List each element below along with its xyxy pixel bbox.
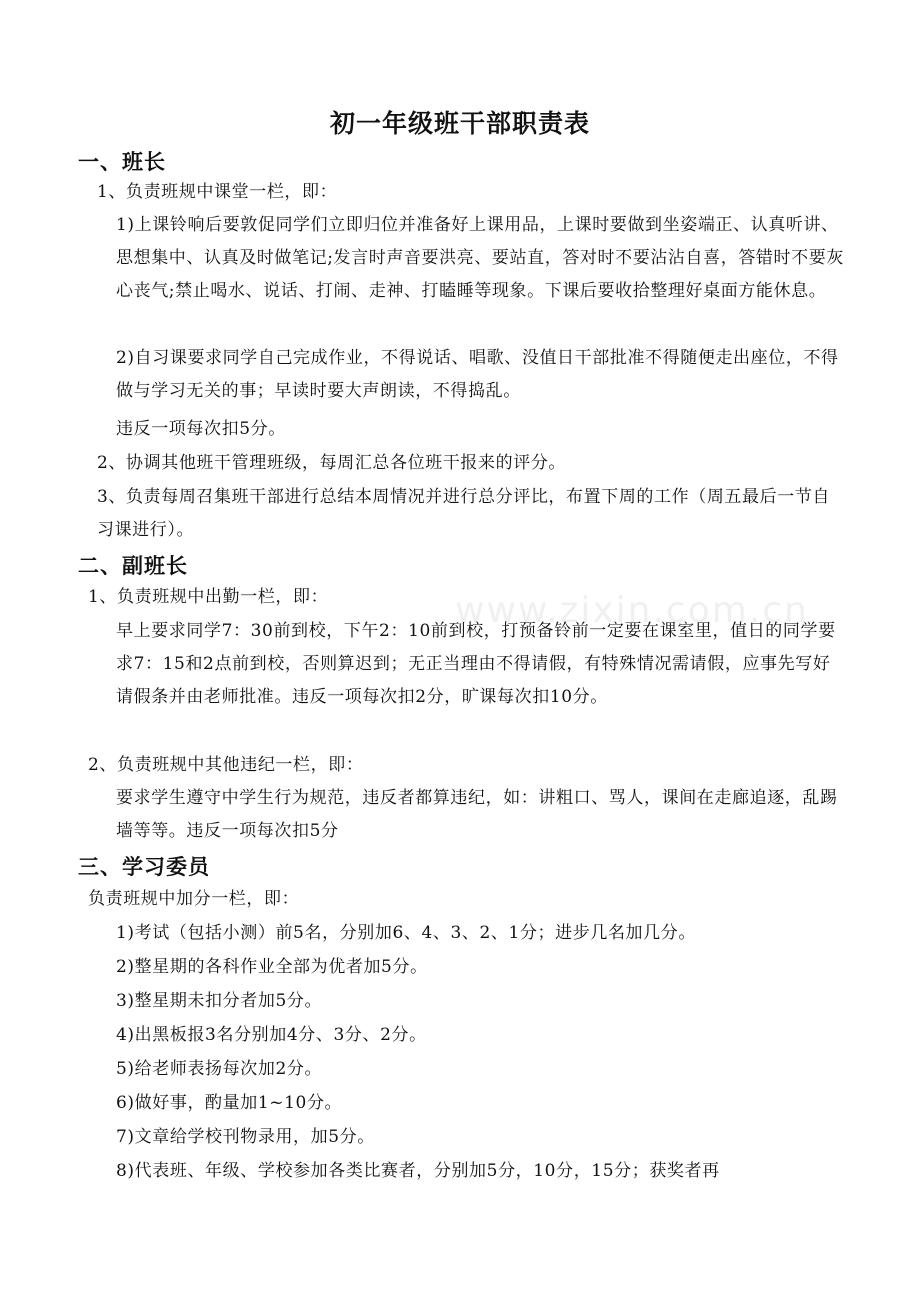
paragraph-3-item-6: 6)做好事，酌量加1~10分。 (116, 1093, 343, 1113)
section-heading-class-monitor: 一、班长 (78, 150, 166, 174)
paragraph-3-item-8: 8)代表班、年级、学校参加各类比赛者，分别加5分，10分，15分；获奖者再 (116, 1161, 720, 1181)
watermark: www.zixin.com.cn (455, 590, 809, 631)
paragraph-1-1-1: 1)上课铃响后要敦促同学们立即归位并准备好上课用品，上课时要做到坐姿端正、认真听讲、思想集中、认真及时做笔记;发言时声音要洪亮、要站直，答对时不要沾沾自喜，答错时不要灰心丧气;禁止喝水、说话、打闹、走神、打瞌睡等现象。下课后要收拾整理好桌面方能休息。 (116, 215, 844, 301)
paragraph-3-item-3: 3)整星期未扣分者加5分。 (116, 991, 323, 1011)
paragraph-1-penalty: 违反一项每次扣5分。 (116, 419, 286, 439)
paragraph-1-1: 1、负责班规中课堂一栏，即： (97, 182, 338, 202)
paragraph-3-item-1: 1)考试（包括小测）前5名，分别加6、4、3、2、1分；进步几名加几分。 (116, 923, 696, 943)
paragraph-2-1: 1、负责班规中出勤一栏，即： (88, 587, 329, 607)
paragraph-2-1-body: 早上要求同学7：30前到校，下午2：10前到校，打预备铃前一定要在课室里，值日的同学要求7：15和2点前到校，否则算迟到；无正当理由不得请假，有特殊情况需请假，应事先写好请假条并由老师批准。违反一项每次扣2分，旷课每次扣10分。 (116, 621, 836, 707)
page-title: 初一年级班干部职责表 (329, 109, 590, 138)
paragraph-3-item-7: 7)文章给学校刊物录用，加5分。 (116, 1127, 375, 1147)
paragraph-1-1-2: 2)自习课要求同学自己完成作业，不得说话、唱歌、没值日干部批准不得随便走出座位，不得做与学习无关的事；早读时要大声朗读，不得捣乱。 (116, 348, 839, 401)
paragraph-3-item-2: 2)整星期的各科作业全部为优者加5分。 (116, 957, 428, 977)
paragraph-3-item-5: 5)给老师表扬每次加2分。 (116, 1059, 323, 1079)
paragraph-1-3: 3、负责每周召集班干部进行总结本周情况并进行总分评比，布置下周的工作（周五最后一节自习课进行）。 (97, 487, 831, 540)
paragraph-2-2: 2、负责班规中其他违纪一栏，即： (88, 755, 364, 775)
section-heading-vice-monitor: 二、副班长 (78, 554, 188, 578)
section-heading-study-commissioner: 三、学习委员 (78, 855, 210, 879)
paragraph-3-item-4: 4)出黑板报3名分别加4分、3分、2分。 (116, 1025, 427, 1045)
paragraph-2-2-body: 要求学生遵守中学生行为规范，违反者都算违纪，如：讲粗口、骂人，课间在走廊追逐，乱踢墙等等。违反一项每次扣5分 (116, 788, 838, 841)
paragraph-1-2: 2、协调其他班干管理班级，每周汇总各位班干报来的评分。 (97, 453, 567, 473)
paragraph-3-intro: 负责班规中加分一栏，即： (88, 889, 300, 909)
